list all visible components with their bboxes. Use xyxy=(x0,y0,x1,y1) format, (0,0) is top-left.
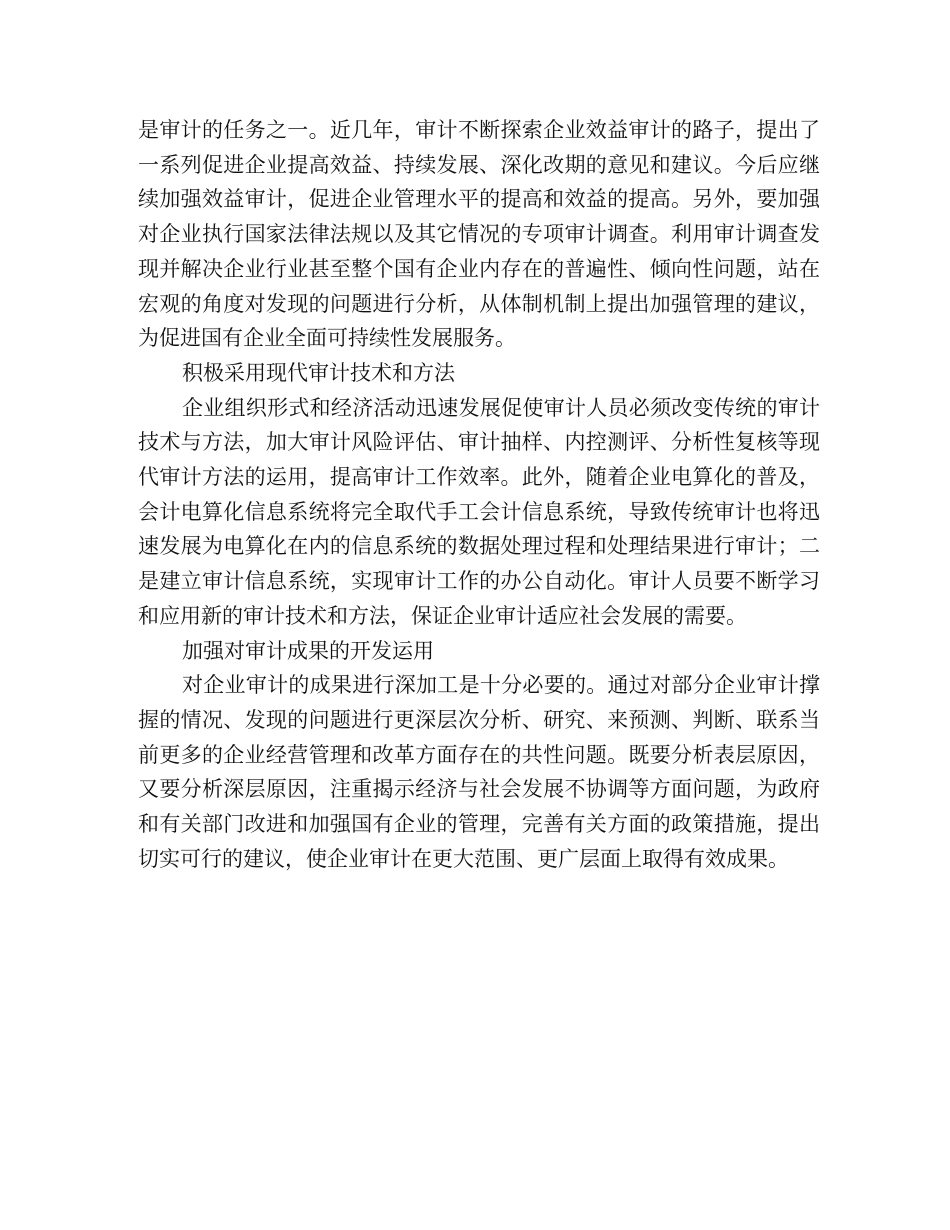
paragraph-modern-audit-techniques: 企业组织形式和经济活动迅速发展促使审计人员必须改变传统的审计技术与方法，加大审计风险评估、审计抽样、内控测评、分析性复核等现代审计方法的运用，提高审计工作效率。此外，随着企业电算化的普及，会计电算化信息系统将完全取代手工会计信息系统，导致传统审计也将迅速发展为电算化在内的信息系统的数据处理过程和处理结果进行审计；二是建立审计信息系统，实现审计工作的办公自动化。审计人员要不断学习和应用新的审计技术和方法，保证企业审计适应社会发展的需要。 xyxy=(138,395,820,628)
section-heading-modern-audit-techniques: 积极采用现代审计技术和方法 xyxy=(182,360,455,385)
paragraph-audit-results-usage: 对企业审计的成果进行深加工是十分必要的。通过对部分企业审计撑握的情况、发现的问题进行更深层次分析、研究、来预测、判断、联系当前更多的企业经营管理和改革方面存在的共性问题。既要分析表层原因，又要分析深层原因，注重揭示经济与社会发展不协调等方面问题，为政府和有关部门改进和加强国有企业的管理，完善有关方面的政策措施，提出切实可行的建议，使企业审计在更大范围、更广层面上取得有效成果。 xyxy=(138,673,820,871)
paragraph-benefit-audit: 是审计的任务之一。近几年，审计不断探索企业效益审计的路子，提出了一系列促进企业提高效益、持续发展、深化改期的意见和建议。今后应继续加强效益审计，促进企业管理水平的提高和效益的提高。另外，要加强对企业执行国家法律法规以及其它情况的专项审计调查。利用审计调查发现并解决企业行业甚至整个国有企业内存在的普遍性、倾向性问题，站在宏观的角度对发现的问题进行分析，从体制机制上提出加强管理的建议，为促进国有企业全面可持续性发展服务。 xyxy=(138,118,820,351)
section-heading-audit-results-usage: 加强对审计成果的开发运用 xyxy=(182,638,434,663)
document-body xyxy=(138,113,820,876)
